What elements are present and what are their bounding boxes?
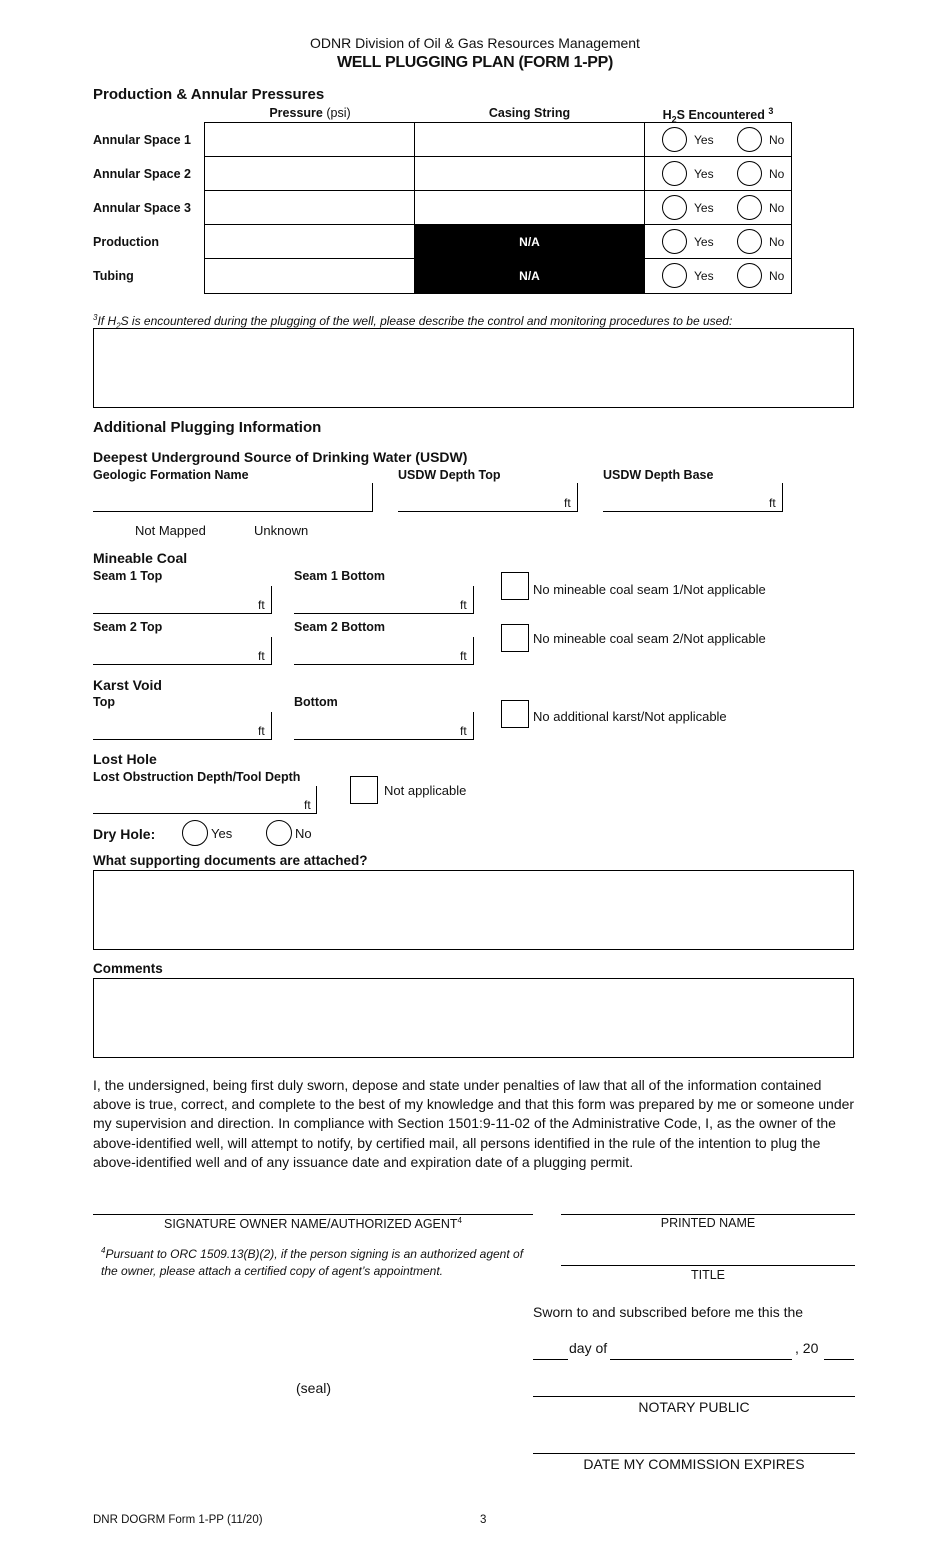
h2s-procedures-textarea[interactable]: [93, 328, 854, 408]
h2s-no-radio-annular-1[interactable]: [737, 127, 762, 152]
h2s-yes-label: Yes: [694, 133, 714, 147]
usdw-base-input[interactable]: [603, 511, 782, 512]
h2s-no-label: No: [769, 235, 785, 249]
lost-obstruction-unit: ft: [304, 798, 311, 812]
h2s-note-pre: If H: [97, 314, 117, 328]
karst-bottom-unit: ft: [460, 724, 467, 738]
lost-obstruction-label: Lost Obstruction Depth/Tool Depth: [93, 770, 301, 784]
dry-hole-yes-radio[interactable]: [182, 820, 208, 846]
usdw-top-unit: ft: [564, 496, 571, 510]
row-label-annular-3: Annular Space 3: [93, 201, 191, 215]
karst-bottom-input[interactable]: [294, 739, 473, 740]
usdw-title: Deepest Underground Source of Drinking Water (USDW): [93, 449, 468, 465]
signature-label-text: SIGNATURE OWNER NAME/AUTHORIZED AGENT: [164, 1217, 458, 1232]
usdw-base-unit: ft: [769, 496, 776, 510]
year-input[interactable]: [824, 1359, 854, 1360]
additional-section-title: Additional Plugging Information: [93, 419, 322, 436]
h2s-no-radio-production[interactable]: [737, 229, 762, 254]
karst-top-label: Top: [93, 695, 115, 709]
signature-line[interactable]: [93, 1214, 533, 1215]
mineable-coal-title: Mineable Coal: [93, 550, 188, 566]
karst-top-divider: [271, 712, 272, 740]
usdw-top-label: USDW Depth Top: [398, 468, 501, 482]
unknown-option[interactable]: Unknown: [254, 523, 309, 538]
pressure-header-label: Pressure: [269, 106, 323, 120]
casing-na-tubing: N/A: [414, 258, 645, 294]
h2s-no-label: No: [769, 269, 785, 283]
signature-footnote-mark: 4: [457, 1216, 462, 1225]
not-mapped-option[interactable]: Not Mapped: [135, 523, 206, 538]
karst-na-checkbox[interactable]: [501, 700, 529, 728]
title-label: TITLE: [690, 1268, 726, 1282]
pressure-input-production[interactable]: [204, 224, 415, 259]
row-label-annular-2: Annular Space 2: [93, 167, 191, 181]
year-prefix-label: , 20: [795, 1340, 819, 1356]
notary-line[interactable]: [533, 1396, 855, 1397]
page-number: 3: [480, 1514, 487, 1526]
h2s-note-sub: 2: [116, 321, 121, 331]
h2s-no-radio-annular-3[interactable]: [737, 195, 762, 220]
seam2-bottom-label: Seam 2 Bottom: [294, 620, 385, 634]
dry-hole-label: Dry Hole:: [93, 826, 156, 842]
form-title: WELL PLUGGING PLAN (FORM 1-PP): [336, 54, 614, 71]
seam2-top-label: Seam 2 Top: [93, 620, 163, 634]
casing-column-header: Casing String: [488, 106, 571, 120]
notary-label: NOTARY PUBLIC: [638, 1399, 750, 1415]
h2s-header-rest: S Encountered: [676, 108, 765, 123]
seam2-bottom-unit: ft: [460, 649, 467, 663]
seam1-bottom-input[interactable]: [294, 613, 473, 614]
seam1-top-divider: [271, 586, 272, 614]
seam1-bottom-divider: [473, 586, 474, 614]
pressure-column-header: [205, 106, 415, 120]
pressure-input-tubing[interactable]: [204, 258, 415, 294]
usdw-top-input[interactable]: [398, 511, 577, 512]
seam2-na-checkbox[interactable]: [501, 624, 529, 652]
h2s-no-radio-tubing[interactable]: [737, 263, 762, 288]
pressures-section-title: Production & Annular Pressures: [93, 86, 325, 103]
h2s-no-label: No: [769, 133, 785, 147]
pressure-input-annular-2[interactable]: [204, 156, 415, 191]
seam2-na-label: No mineable coal seam 2/Not applicable: [533, 631, 766, 646]
karst-top-input[interactable]: [93, 739, 271, 740]
seam1-bottom-label: Seam 1 Bottom: [294, 569, 385, 583]
agent-footnote-mark: 4: [101, 1246, 106, 1255]
lost-hole-title: Lost Hole: [93, 751, 157, 767]
comments-label: Comments: [93, 961, 163, 976]
title-line[interactable]: [561, 1265, 855, 1266]
printed-name-label: PRINTED NAME: [660, 1216, 756, 1230]
supporting-docs-textarea[interactable]: [93, 870, 854, 950]
pressure-input-annular-1[interactable]: [204, 122, 415, 157]
h2s-yes-radio-production[interactable]: [662, 229, 687, 254]
h2s-yes-label: Yes: [694, 269, 714, 283]
row-label-annular-1: Annular Space 1: [93, 133, 191, 147]
seam2-top-divider: [271, 637, 272, 665]
seam2-bottom-input[interactable]: [294, 664, 473, 665]
geologic-formation-input[interactable]: [93, 511, 372, 512]
h2s-yes-label: Yes: [694, 235, 714, 249]
lost-hole-na-checkbox[interactable]: [350, 776, 378, 804]
commission-line[interactable]: [533, 1453, 855, 1454]
signature-label: [93, 1216, 533, 1231]
seam2-bottom-divider: [473, 637, 474, 665]
seam1-top-input[interactable]: [93, 613, 271, 614]
seam2-top-unit: ft: [258, 649, 265, 663]
sworn-statement: Sworn to and subscribed before me this the: [533, 1304, 804, 1320]
agent-footnote-text: Pursuant to ORC 1509.13(B)(2), if the person signing is an authorized agent of the owner, please attach a certified copy of agent’s appointment.: [101, 1247, 524, 1278]
karst-top-unit: ft: [258, 724, 265, 738]
pressure-input-annular-3[interactable]: [204, 190, 415, 225]
usdw-base-divider: [782, 483, 783, 512]
dry-hole-no-label: No: [295, 826, 312, 841]
seam1-bottom-unit: ft: [460, 598, 467, 612]
row-label-production: Production: [93, 235, 159, 249]
lost-obstruction-input[interactable]: [93, 813, 316, 814]
karst-bottom-label: Bottom: [294, 695, 338, 709]
lost-obstruction-divider: [316, 786, 317, 814]
h2s-no-radio-annular-2[interactable]: [737, 161, 762, 186]
geologic-formation-divider: [372, 483, 373, 512]
seam1-top-label: Seam 1 Top: [93, 569, 163, 583]
karst-na-label: No additional karst/Not applicable: [533, 709, 727, 724]
supporting-docs-label: What supporting documents are attached?: [93, 853, 368, 868]
casing-input-annular-3[interactable]: [414, 190, 645, 225]
agent-footnote: [101, 1242, 541, 1280]
casing-input-annular-2[interactable]: [414, 156, 645, 191]
affidavit-paragraph: I, the undersigned, being first duly sworn, depose and state under penalties of law that all of the information contained above is true, correct, and complete to the best of my knowledge and that this form was prepared by me or someone under my supervision and direction. In compliance with Section 1501:9-11-02 of the Administrative Code, I, as the owner of the above-identified well, will attempt to notify, by certified mail, all persons identified in the rule of the intention to plug the above-identified well and of any issuance date and expiration date of a plugging permit.: [93, 1077, 855, 1170]
lost-hole-na-label: Not applicable: [384, 783, 467, 798]
agency-name: ODNR Division of Oil & Gas Resources Management: [310, 35, 640, 51]
seam1-top-unit: ft: [258, 598, 265, 612]
form-id-footer: DNR DOGRM Form 1-PP (11/20): [93, 1514, 263, 1526]
h2s-yes-radio-tubing[interactable]: [662, 263, 687, 288]
seam1-na-label: No mineable coal seam 1/Not applicable: [533, 582, 766, 597]
h2s-header-h: H: [662, 108, 672, 123]
casing-input-annular-1[interactable]: [414, 122, 645, 157]
h2s-yes-radio-annular-1[interactable]: [662, 127, 687, 152]
casing-na-production: N/A: [414, 224, 645, 259]
h2s-yes-radio-annular-2[interactable]: [662, 161, 687, 186]
h2s-note-footnote-mark: 3: [93, 313, 98, 322]
h2s-header-footnote: 3: [768, 106, 774, 116]
dry-hole-no-radio[interactable]: [266, 820, 292, 846]
comments-textarea[interactable]: [93, 978, 854, 1058]
h2s-note-post: S is encountered during the plugging of the well, please describe the control and monitoring procedures to be used:: [120, 314, 733, 328]
karst-void-title: Karst Void: [93, 677, 162, 693]
usdw-top-divider: [577, 483, 578, 512]
pressure-header-unit: (psi): [326, 106, 351, 120]
h2s-yes-label: Yes: [694, 167, 714, 181]
commission-label: DATE MY COMMISSION EXPIRES: [583, 1456, 805, 1472]
h2s-yes-radio-annular-3[interactable]: [662, 195, 687, 220]
h2s-header-sub: 2: [671, 114, 677, 125]
h2s-yes-label: Yes: [694, 201, 714, 215]
h2s-no-label: No: [769, 201, 785, 215]
seam2-top-input[interactable]: [93, 664, 271, 665]
printed-name-line[interactable]: [561, 1214, 855, 1215]
dry-hole-yes-label: Yes: [211, 826, 233, 841]
day-of-label: day of: [569, 1340, 608, 1356]
seam1-na-checkbox[interactable]: [501, 572, 529, 600]
h2s-no-label: No: [769, 167, 785, 181]
geologic-formation-label: Geologic Formation Name: [93, 468, 249, 482]
row-label-tubing: Tubing: [93, 269, 134, 283]
usdw-base-label: USDW Depth Base: [603, 468, 714, 482]
karst-bottom-divider: [473, 712, 474, 740]
seal-label: (seal): [296, 1380, 332, 1396]
month-input[interactable]: [610, 1359, 792, 1360]
day-input[interactable]: [533, 1359, 568, 1360]
